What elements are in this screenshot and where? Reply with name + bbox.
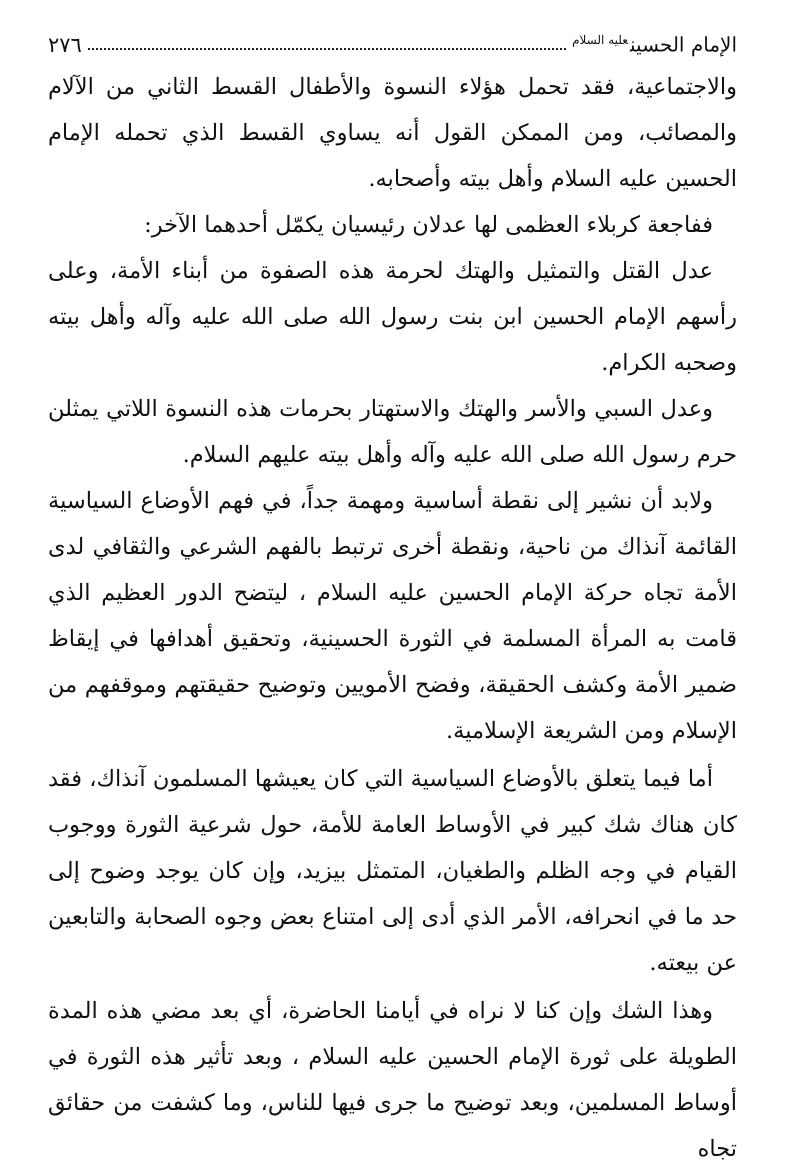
honorific-mark: عليه السلام (572, 33, 629, 47)
running-header (48, 22, 737, 58)
page-number: ٢٧٦ (48, 32, 82, 57)
body-text (48, 64, 737, 1172)
paragraph-1: والاجتماعية، فقد تحمل هؤلاء النسوة والأطفال القسط الثاني من الآلام والمصائب، ومن الممكن القول أنه يساوي القسط الذي تحمله الإمام الحسين عليه السلام وأهل بيته وأصحابه. (48, 74, 737, 192)
book-page (48, 22, 737, 1162)
chapter-title (572, 22, 737, 63)
chapter-title-text: الإمام الحسين (630, 32, 737, 57)
paragraph-5: ولابد أن نشير إلى نقطة أساسية ومهمة جداً، في فهم الأوضاع السياسية القائمة آنذاك من ناحية، ونقطة أخرى ترتبط بالفهم الشرعي والثقافي لدى الأمة تجاه حركة الإمام الحسين عليه السلام ، ليتضح الدور العظيم الذي قامت به المرأة المسلمة في الثورة الحسينية، وتحقيق أهدافها في إيقاظ ضمير الأمة وكشف الحقيقة، وفضح الأمويين وتوضيح حقيقتهم وموقفهم من الإسلام ومن الشريعة الإسلامية. (48, 488, 737, 744)
paragraph-6: أما فيما يتعلق بالأوضاع السياسية التي كان يعيشها المسلمون آنذاك، فقد كان هناك شك كبير في الأوساط العامة للأمة، حول شرعية الثورة ووجوب القيام في وجه الظلم والطغيان، المتمثل بيزيد، وإن كان يوجد وضوح إلى حد ما في انحرافه، الأمر الذي أدى إلى امتناع بعض وجوه الصحابة والتابعين عن بيعته. (48, 766, 737, 976)
paragraph-3: عدل القتل والتمثيل والهتك لحرمة هذه الصفوة من أبناء الأمة، وعلى رأسهم الإمام الحسين ابن بنت رسول الله صلى الله عليه وآله وأهل بيته وصحبه الكرام. (48, 258, 737, 376)
paragraph-4: وعدل السبي والأسر والهتك والاستهتار بحرمات هذه النسوة اللاتي يمثلن حرم رسول الله صلى الله عليه وآله وأهل بيته عليهم السلام. (48, 396, 737, 468)
dotted-leader (88, 47, 566, 50)
paragraph-7: وهذا الشك وإن كنا لا نراه في أيامنا الحاضرة، أي بعد مضي هذه المدة الطويلة على ثورة الإمام الحسين عليه السلام ، وبعد تأثير هذه الثورة في أوساط المسلمين، وبعد توضيح ما جرى فيها للناس، وما كشفت من حقائق تجاه (48, 998, 737, 1162)
paragraph-2: ففاجعة كربلاء العظمى لها عدلان رئيسيان يكمّل أحدهما الآخر: (144, 212, 713, 238)
